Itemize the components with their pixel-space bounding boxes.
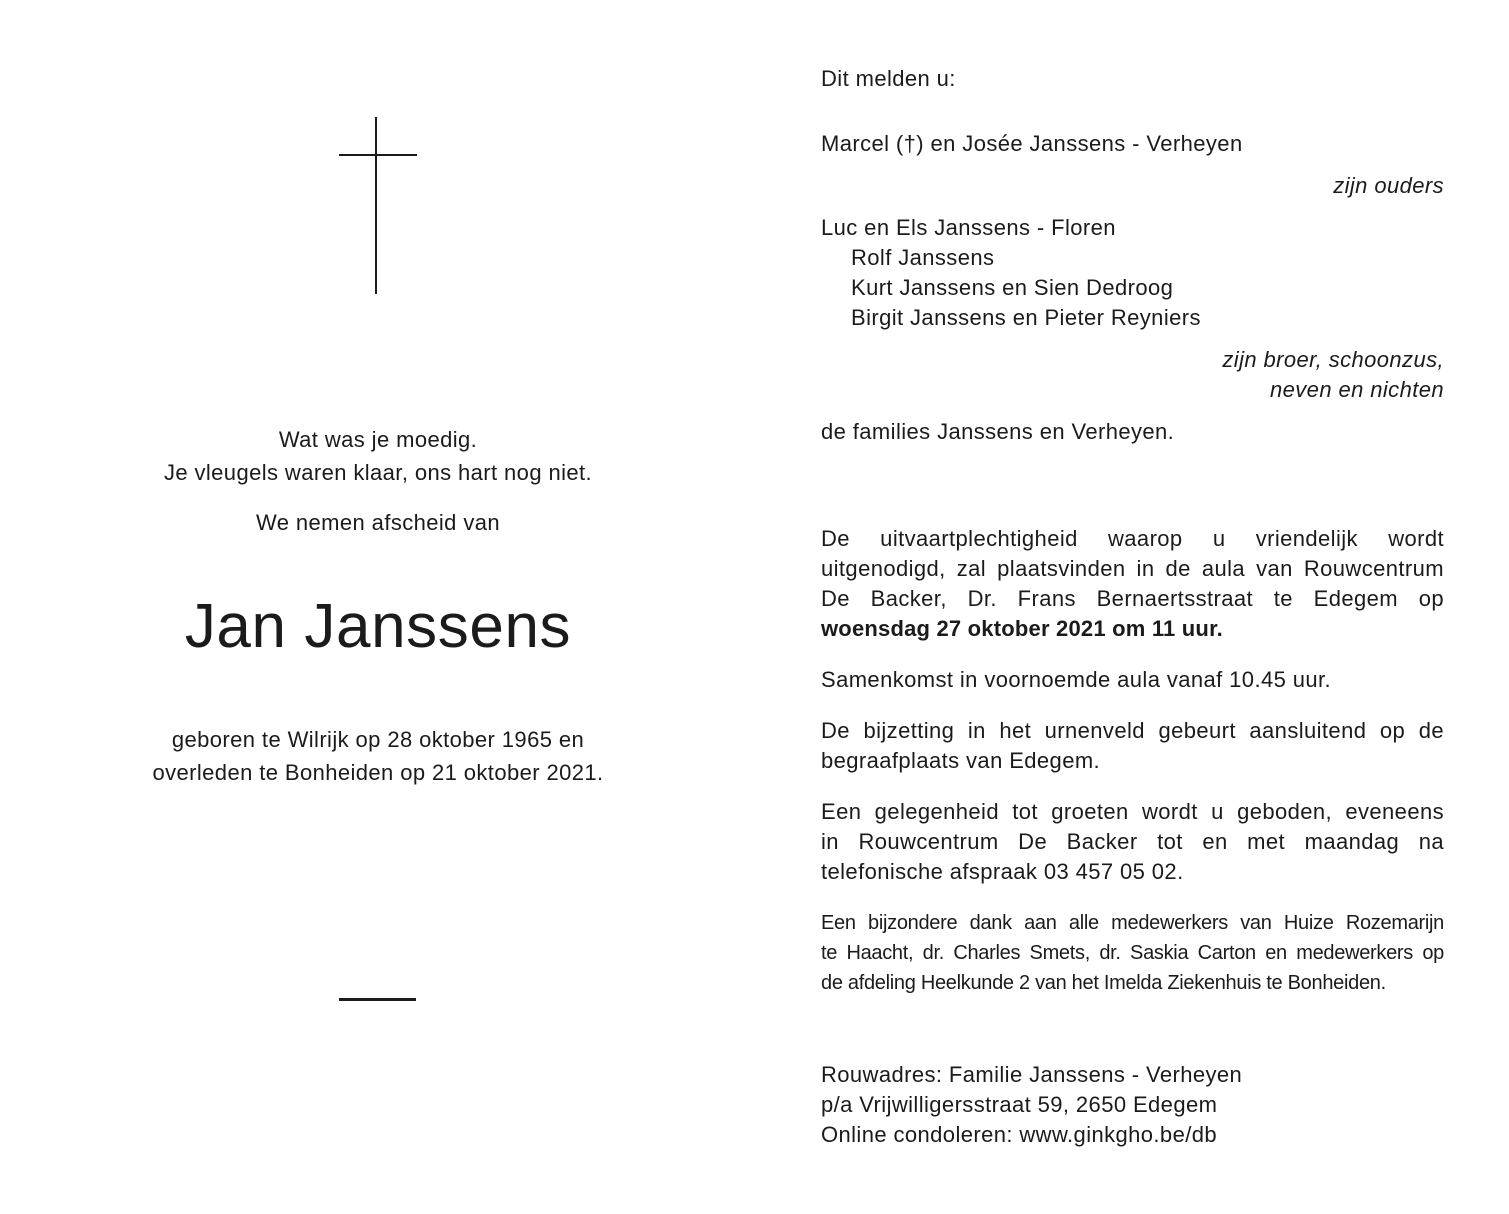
- birth-death-dates: [0, 723, 756, 789]
- ceremony-date: woensdag 27 oktober 2021 om 11 uur.: [821, 616, 1223, 641]
- parents-role-block: [821, 171, 1444, 201]
- ceremony-line: uitgenodigd, zal plaatsvinden in de aula van Rouwcentrum: [821, 556, 1444, 581]
- deceased-name: Jan Janssens: [184, 592, 572, 661]
- thanks-paragraph: [821, 908, 1444, 998]
- burial-line: De bijzetting in het urnenveld gebeurt aansluitend op de: [821, 718, 1444, 743]
- parents-names: Marcel (†) en Josée Janssens - Verheyen: [821, 131, 1243, 156]
- divider: [339, 998, 416, 1001]
- siblings-role-block: [821, 345, 1444, 405]
- thanks-line: de afdeling Heelkunde 2 van het Imelda Ziekenhuis te Bonheiden.: [821, 972, 1386, 994]
- siblings-role-line: neven en nichten: [1270, 377, 1444, 402]
- burial-line: begraafplaats van Edegem.: [821, 748, 1101, 773]
- birth-line: geboren te Wilrijk op 28 oktober 1965 en: [171, 727, 585, 752]
- sibling-head: Luc en Els Janssens - Floren: [821, 215, 1116, 240]
- quote-line: Je vleugels waren klaar, ons hart nog niet.: [163, 460, 593, 485]
- cross-horizontal-bar: [339, 154, 417, 156]
- sibling-child: Kurt Janssens en Sien Dedroog: [851, 275, 1174, 300]
- families-text: de families Janssens en Verheyen.: [821, 419, 1175, 444]
- farewell-intro: [0, 506, 756, 539]
- farewell-intro-text: We nemen afscheid van: [255, 510, 501, 535]
- quote-line: Wat was je moedig.: [278, 427, 478, 452]
- announce-block: [821, 64, 1444, 94]
- death-line: overleden te Bonheiden op 21 oktober 2021.: [152, 760, 604, 785]
- sibling-child: Rolf Janssens: [851, 245, 995, 270]
- parents-role: zijn ouders: [1333, 173, 1444, 198]
- siblings-block: [821, 213, 1444, 333]
- ceremony-line: De uitvaartplechtigheid waarop u vriendelijk wordt: [821, 526, 1444, 551]
- cross-icon: [339, 117, 417, 294]
- thanks-line: te Haacht, dr. Charles Smets, dr. Saskia Carton en medewerkers op: [821, 942, 1444, 964]
- gathering-text: Samenkomst in voornoemde aula vanaf 10.45 uur.: [821, 667, 1332, 692]
- announce-text: Dit melden u:: [821, 66, 956, 91]
- sibling-child: Birgit Janssens en Pieter Reyniers: [851, 305, 1201, 330]
- visitation-paragraph: [821, 797, 1444, 887]
- visitation-line: telefonische afspraak 03 457 05 02.: [821, 859, 1184, 884]
- cross-vertical-bar: [375, 117, 377, 294]
- condolence-link: Online condoleren: www.ginkgho.be/db: [821, 1122, 1217, 1147]
- gathering-paragraph: [821, 665, 1444, 695]
- quote: [0, 423, 756, 489]
- address-block: [821, 1060, 1444, 1150]
- parents-block: [821, 129, 1444, 159]
- visitation-line: Een gelegenheid tot groeten wordt u geboden, eveneens: [821, 799, 1444, 824]
- thanks-line: Een bijzondere dank aan alle medewerkers van Huize Rozemarijn: [821, 912, 1444, 934]
- address-line: p/a Vrijwilligersstraat 59, 2650 Edegem: [821, 1092, 1218, 1117]
- visitation-line: in Rouwcentrum De Backer tot en met maandag na: [821, 829, 1444, 854]
- families-block: [821, 417, 1444, 447]
- burial-paragraph: [821, 716, 1444, 776]
- ceremony-paragraph: [821, 524, 1444, 644]
- siblings-role-line: zijn broer, schoonzus,: [1222, 347, 1444, 372]
- address-line: Rouwadres: Familie Janssens - Verheyen: [821, 1062, 1243, 1087]
- ceremony-line: De Backer, Dr. Frans Bernaertsstraat te Edegem op: [821, 586, 1444, 611]
- deceased-name-block: [0, 592, 756, 662]
